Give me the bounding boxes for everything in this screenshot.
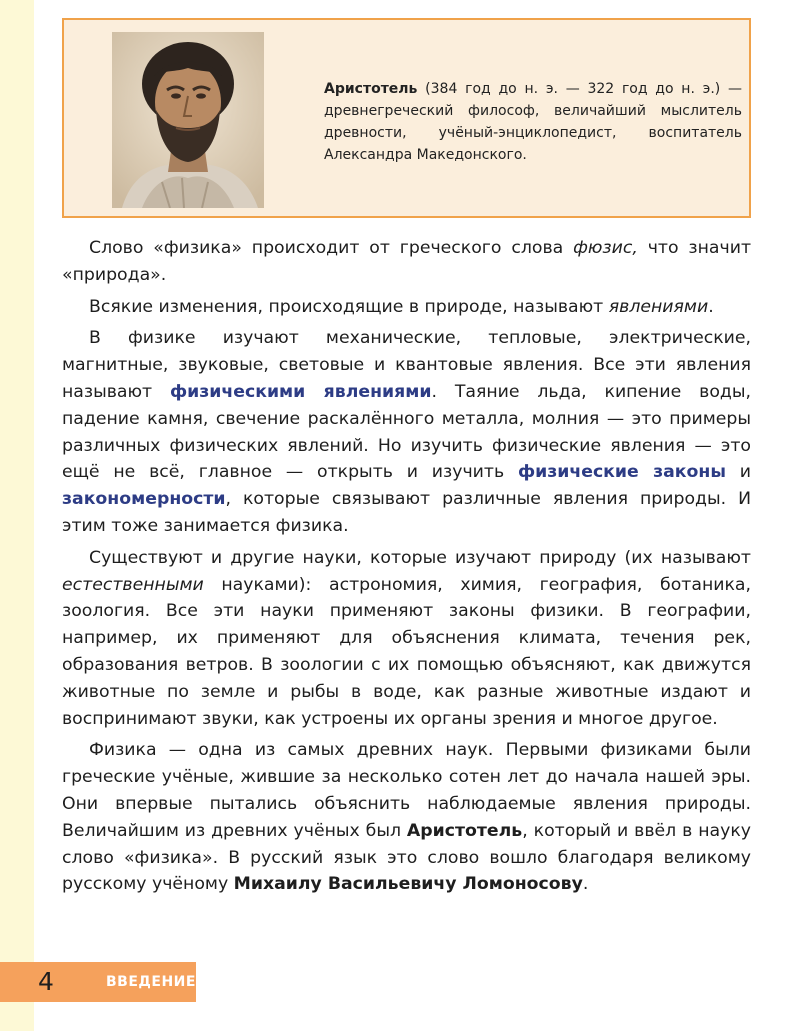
bio-description: (384 год до н. э. — 322 год до н. э.) — древнегреческий философ, величайший мыслитель древности, учёный-энциклопедист, воспитатель Александра Македонского. <box>324 81 742 163</box>
text-run: В физике изучают механические, тепловые, электрические, магнитные, звуковые, световые и квантовые явления. Все эти явления называют <box>62 328 751 402</box>
main-text <box>62 235 751 903</box>
highlighted-term: физическими явлениями <box>169 381 432 402</box>
text-run: Физика — одна из самых древних наук. Первыми физиками были греческие учёные, жившие за несколько сотен лет до начала нашей эры. Они впервые пытались объяснить наблюдаемые явления природы. Величайшим из древних учёных был <box>62 740 751 841</box>
paragraph <box>62 235 751 289</box>
paragraph <box>62 325 751 539</box>
text-run: , который и ввёл в науку слово «физика». В русский язык это слово вошло благодаря великому русскому учёному <box>62 820 752 895</box>
biography-text <box>324 78 742 166</box>
text-run: , которые связывают различные явления природы. И этим тоже занимается физика. <box>62 489 751 536</box>
highlighted-term: физические законы <box>517 462 726 483</box>
text-run: . <box>708 296 714 317</box>
bio-name: Аристотель <box>324 81 418 97</box>
bold-name: Михаилу Васильевичу Ломоносову <box>233 874 583 895</box>
text-run: Слово «физика» происходит от греческого слова <box>89 238 574 258</box>
text-run: Существуют и другие науки, которые изучают природу (их называют <box>89 547 751 568</box>
page-number: 4 <box>38 967 54 996</box>
paragraph <box>62 545 751 733</box>
emphasized-term: явлениями <box>608 296 709 317</box>
emphasized-term: фюзис, <box>573 238 638 258</box>
highlighted-term: закономерности <box>62 489 226 510</box>
aristotle-portrait <box>112 32 264 208</box>
bold-name: Аристотель <box>406 820 523 841</box>
text-run: . Таяние льда, кипение воды, падение камня, свечение раскалённого металла, молния — это примеры различных физических явлений. Но изучить физические явления — это ещё не всё, главное — открыть и изучить <box>62 381 751 483</box>
emphasized-term: естественными <box>62 574 204 595</box>
text-run: и <box>725 462 751 483</box>
text-run: что значит «природа». <box>62 238 752 285</box>
paragraph <box>62 294 751 321</box>
text-run: Всякие изменения, происходящие в природе, называют <box>89 296 609 317</box>
portrait-drawing <box>112 32 264 208</box>
section-title: ВВЕДЕНИЕ <box>106 974 196 990</box>
biography-box <box>62 18 751 218</box>
page-margin-strip <box>0 0 34 1031</box>
text-run: науками): астрономия, химия, география, ботаника, зоология. Все эти науки применяют законы физики. В географии, например, их применяют для объяснения климата, течения рек, образования ветров. В зоологии с их помощью объясняют, как движутся животные по земле и рыбы в воде, как разные животные издают и воспринимают звуки, как устроены их органы зрения и многое другое. <box>62 574 751 729</box>
text-run: . <box>582 874 589 895</box>
paragraph <box>62 737 751 898</box>
